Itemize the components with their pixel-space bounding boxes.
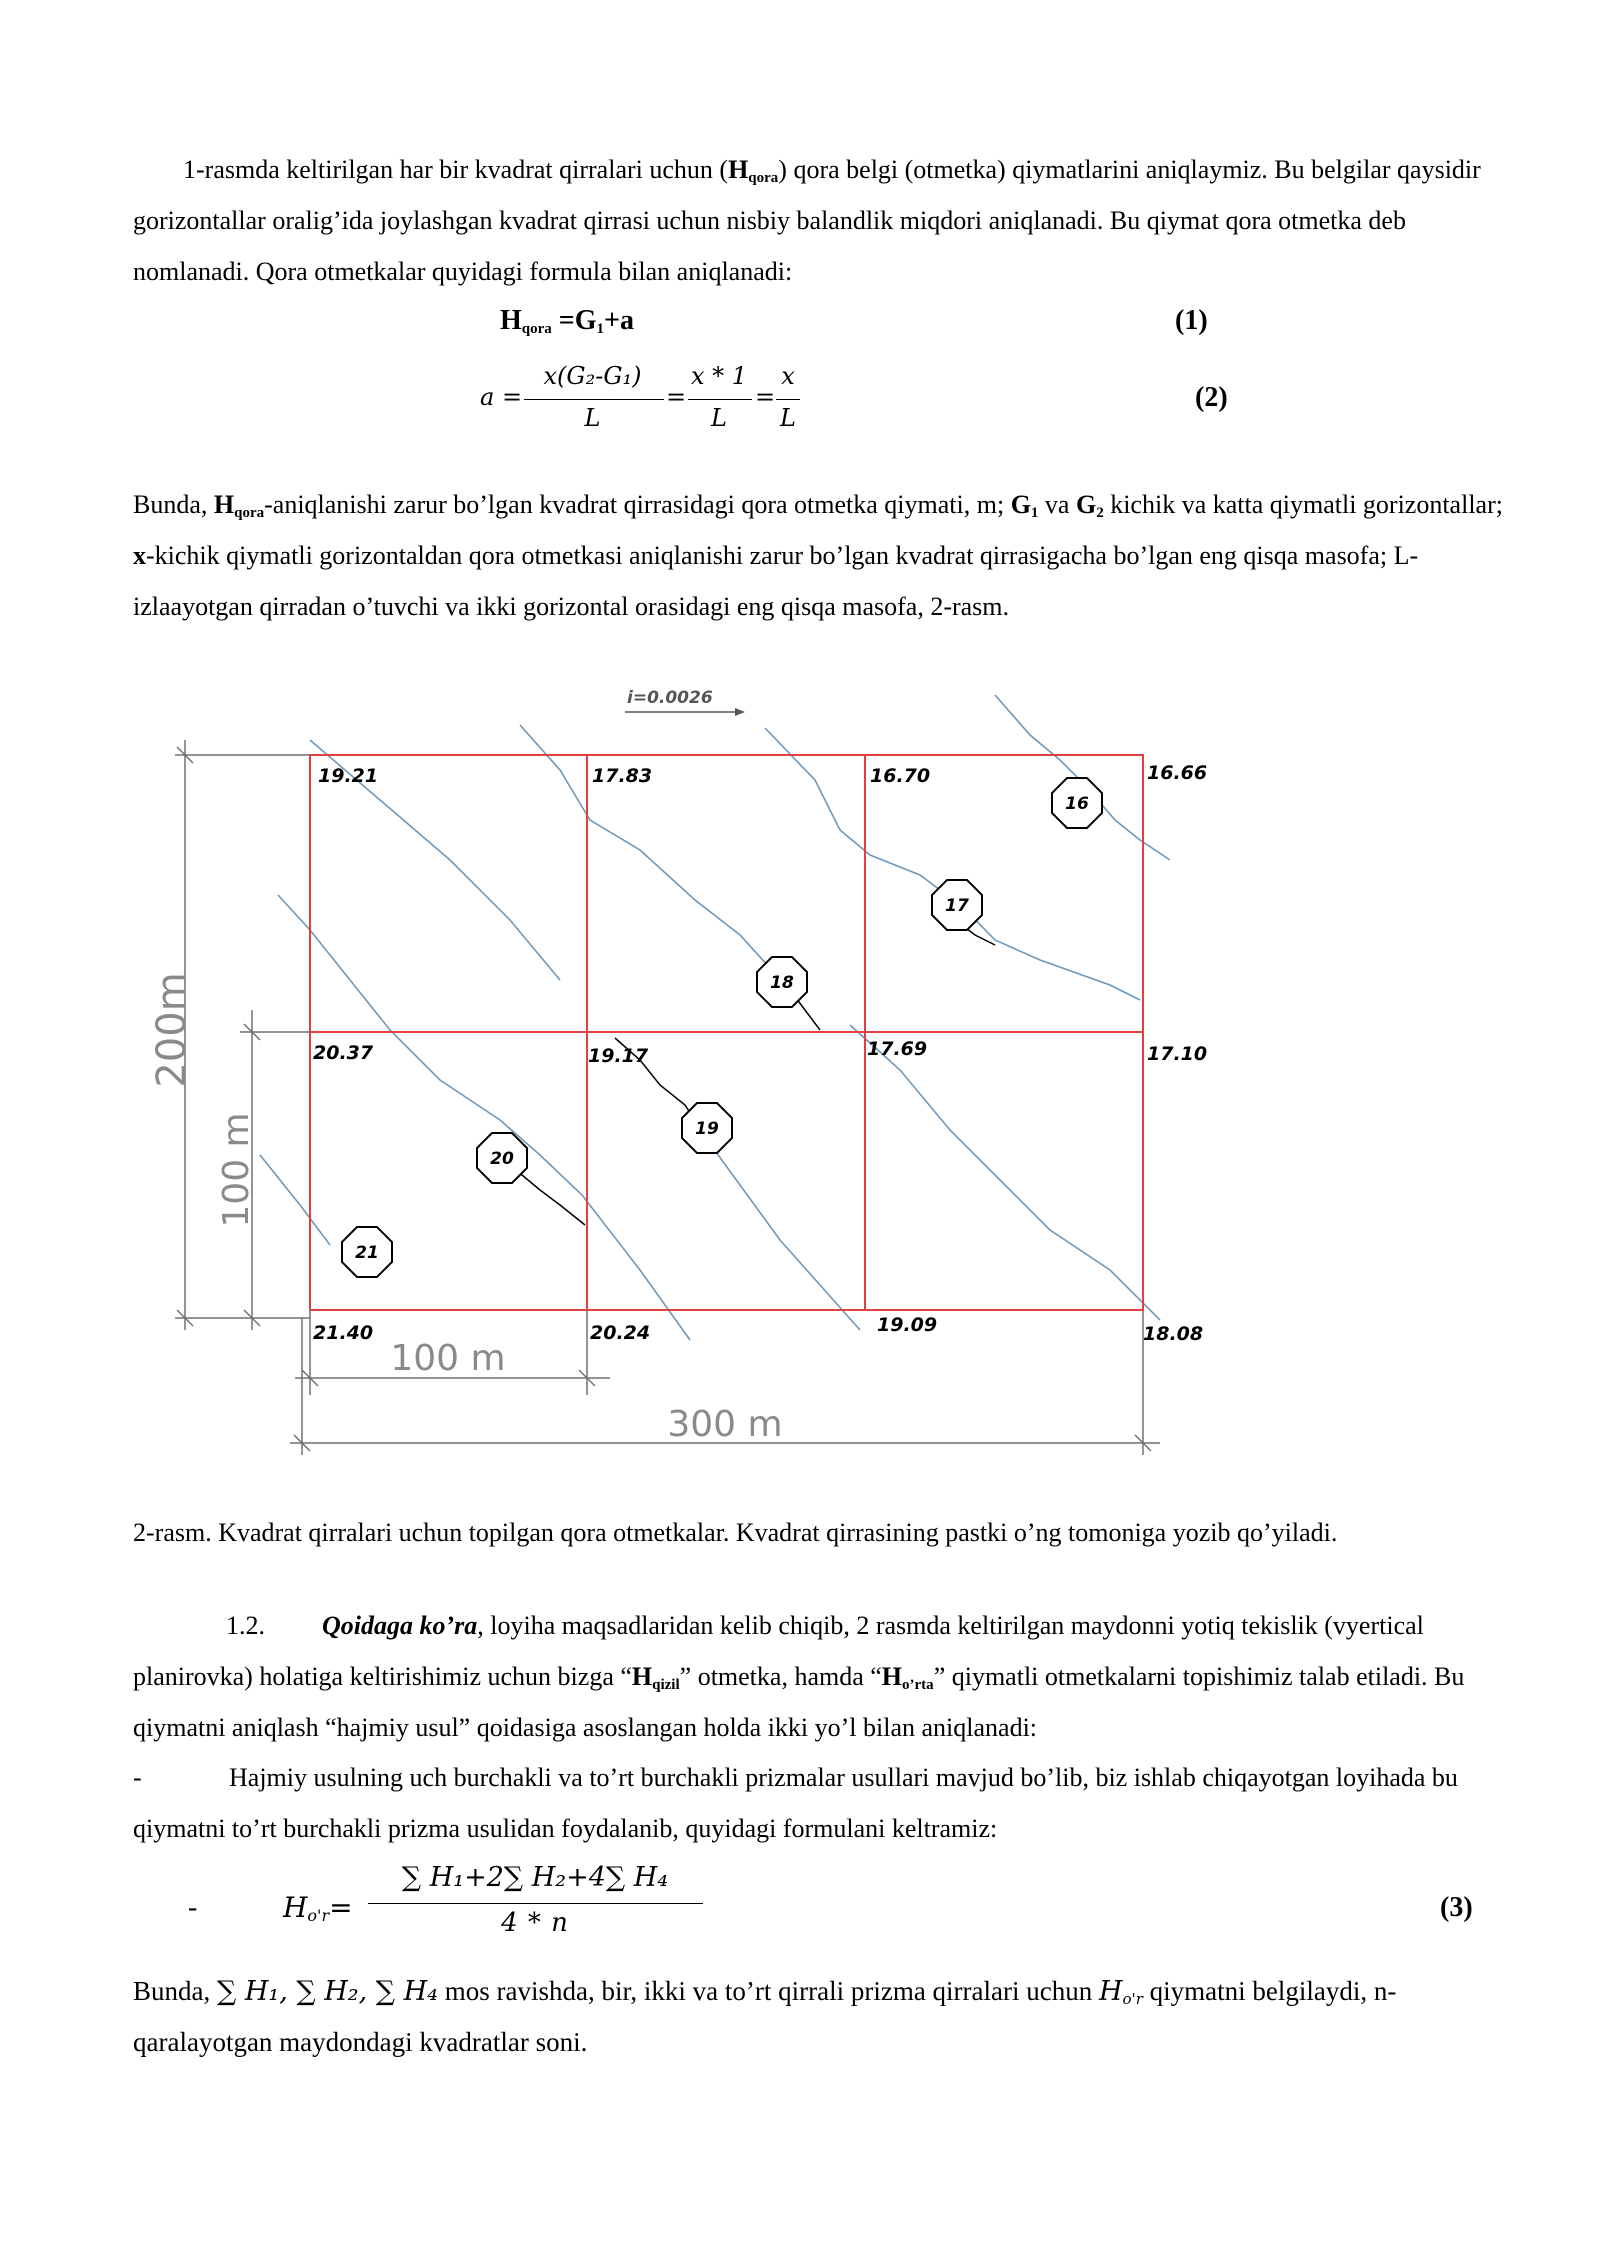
rule-paragraph (133, 1600, 1523, 1753)
dimension-labels (149, 972, 783, 1445)
elevation-label: 16.70 (870, 765, 931, 787)
equation-number-2: (2) (1195, 382, 1228, 413)
elevation-label: 16.66 (1147, 762, 1208, 784)
equation-number-3: (3) (1440, 1892, 1473, 1923)
equals-sign: = (329, 1891, 353, 1924)
text: kichik va katta qiymatli gorizontallar; (1103, 490, 1503, 519)
contour-line-18 (520, 725, 770, 968)
contour-value: 16 (1065, 794, 1089, 814)
method-paragraph (133, 1752, 1523, 1854)
contour-markers (342, 778, 1102, 1277)
contour-line-21 (260, 1155, 330, 1245)
elevation-label: 19.09 (877, 1314, 938, 1336)
contour-marker-16 (1052, 778, 1102, 828)
formula-3-denominator: 4 * n (501, 1908, 569, 1938)
symbol: G (1075, 490, 1097, 519)
equation-number-1: (1) (1175, 305, 1208, 336)
elevation-label: 17.10 (1147, 1043, 1208, 1065)
contour-line-17 (765, 728, 1140, 1000)
subscript: qora (234, 505, 265, 521)
contour-value: 19 (695, 1119, 719, 1139)
elevation-label: 20.37 (313, 1042, 374, 1064)
bold-term: Qoidaga ko’ra (322, 1611, 478, 1640)
elevation-label: 17.69 (867, 1038, 928, 1060)
elevation-label: 19.21 (318, 765, 379, 787)
fraction-2-denominator: L (711, 404, 727, 432)
subscript: o'r (1122, 1990, 1143, 2008)
elevation-label: 19.17 (588, 1045, 649, 1067)
text: Bunda, (133, 1976, 217, 2006)
sum-definition-paragraph (133, 1966, 1523, 2068)
contour-marker-21 (342, 1227, 392, 1277)
figure-caption: 2-rasm. Kvadrat qirralari uchun topilgan qora otmetkalar. Kvadrat qirrasining pastki o’ng tomoniga yozib qo’yiladi. (133, 1518, 1338, 1547)
elevation-label: 20.24 (590, 1322, 651, 1344)
text: mos ravishda, bir, ikki va to’rt qirrali prizma qirralari uchun (438, 1976, 1099, 2006)
formula-2-lhs: a = (480, 383, 523, 411)
elevation-label: 21.40 (313, 1322, 374, 1344)
fraction-1-denominator: L (584, 404, 601, 432)
elevation-label: 17.83 (592, 765, 653, 787)
list-dash: - (133, 1763, 142, 1792)
contour-line-20b (278, 895, 690, 1340)
contour-marker-18 (757, 957, 807, 1007)
symbol: H (728, 155, 749, 184)
subscript: o’rta (902, 1677, 934, 1693)
symbol: H (631, 1662, 653, 1691)
slope-label: i=0.0026 (627, 688, 713, 708)
section-number: 1.2. (226, 1611, 265, 1640)
text: , loyiha maqsadlaridan kelib chiqib, 2 rasmda keltirilgan maydonni yotiq tekislik (vyertical planirovka) holatiga keltirishimiz uchun bizga “ (133, 1611, 1424, 1691)
h-orta-symbol (882, 1662, 934, 1691)
text: -kichik qiymatli gorizontaldan qora otmetkasi aniqlanishi zarur bo’lgan kvadrat qirrasigacha bo’lgan eng qisqa masofa; L- izlaayotgan qirradan o’tuvchi va ikki gorizontal orasidagi eng qisqa masofa, 2-rasm. (133, 541, 1419, 621)
symbol: G (1010, 490, 1031, 519)
text: +a (604, 305, 634, 336)
subscript: qizil (652, 1677, 680, 1693)
dim-label-100m-horizontal: 100 m (390, 1338, 506, 1379)
symbol: H (283, 1891, 308, 1924)
contour-line-19 (700, 1130, 860, 1330)
text: ” qiymatli otmetkalarni topishimiz talab etiladi. Bu qiymatni aniqlash “hajmiy usul” qoidasiga asoslangan holda ikki yo’l bilan aniqlanadi: (133, 1662, 1465, 1742)
grid-squares (310, 755, 1143, 1310)
subscript: qora (521, 321, 552, 337)
h-or-symbol (1099, 1976, 1143, 2007)
text: qiymatni belgilaydi, n-qaralayotgan maydondagi kvadratlar soni. (133, 1976, 1397, 2057)
contour-value: 18 (770, 973, 794, 993)
equals-sign: = (666, 383, 687, 411)
h-qizil-symbol (632, 1662, 680, 1691)
elevation-labels (313, 762, 1207, 1345)
subscript: qora (748, 170, 779, 186)
fraction-2-numerator: x * 1 (690, 362, 748, 390)
contour-line-18b (850, 1025, 1160, 1320)
formula-3-numerator: ∑ H₁+2∑ H₂+4∑ H₄ (401, 1862, 669, 1893)
subscript: 2 (1096, 505, 1104, 521)
subscript: 1 (1030, 505, 1039, 521)
dim-label-200m: 200m (149, 972, 195, 1088)
symbol: H (500, 305, 522, 336)
subscript: o'r (307, 1906, 330, 1925)
symbol: H (881, 1662, 903, 1691)
formula-3-lhs (283, 1891, 353, 1924)
dimension-lines (175, 740, 1160, 1455)
contour-value: 20 (490, 1149, 514, 1169)
slope-arrow-head (735, 708, 745, 716)
fraction-line (368, 1903, 703, 1904)
dim-label-300m: 300 m (667, 1404, 783, 1445)
fraction-3-denominator: L (780, 404, 796, 432)
equals-sign: = (755, 383, 776, 411)
text: =G (551, 305, 597, 336)
slope-indicator (625, 688, 745, 716)
formula-3-dash: - (188, 1892, 198, 1923)
subscript: 1 (596, 321, 605, 337)
text: Hajmiy usulning uch burchakli va to’rt burchakli prizmalar usullari mavjud bo’lib, biz ishlab chiqayotgan loyihada bu qiymatni to’rt burchakli prizma usulidan foydalanib, quyidagi formulani keltramiz: (133, 1763, 1458, 1843)
text: -aniqlanishi zarur bo’lgan kvadrat qirrasidagi qora otmetka qiymati, m; (264, 490, 1011, 519)
text: va (1038, 490, 1076, 519)
symbol: H (213, 490, 235, 519)
text: Bunda, (133, 490, 214, 519)
contour-marker-17 (932, 880, 982, 930)
symbol: H (1099, 1976, 1123, 2007)
contour-marker-20 (477, 1133, 527, 1183)
fraction-1-numerator: x(G₂-G₁) (543, 362, 642, 390)
contour-value: 17 (945, 896, 969, 916)
elevation-label: 18.08 (1143, 1323, 1204, 1345)
contour-lines (260, 695, 1170, 1340)
contour-marker-19 (682, 1103, 732, 1153)
sum-symbols: ∑ H₁, ∑ H₂, ∑ H₄ (217, 1976, 439, 2007)
text: ) qora belgi (otmetka) qiymatlarini aniqlaymiz. Bu belgilar qaysidir gorizontallar oralig’ida joylashgan kvadrat qirrasi uchun nisbiy balandlik miqdori aniqlanadi. Bu qiymat qora otmetka deb nomlanadi. Qora otmetkalar quyidagi formula bilan aniqlanadi: (133, 155, 1481, 286)
contour-value: 21 (355, 1243, 379, 1263)
label-leaders (510, 922, 995, 1225)
x-symbol: x (133, 541, 146, 570)
dim-label-100m-vertical: 100 m (216, 1112, 257, 1228)
text: ” otmetka, hamda “ (679, 1662, 882, 1691)
text: 1-rasmda keltirilgan har bir kvadrat qirralari uchun ( (183, 155, 729, 184)
fraction-3-numerator: x (781, 362, 795, 390)
